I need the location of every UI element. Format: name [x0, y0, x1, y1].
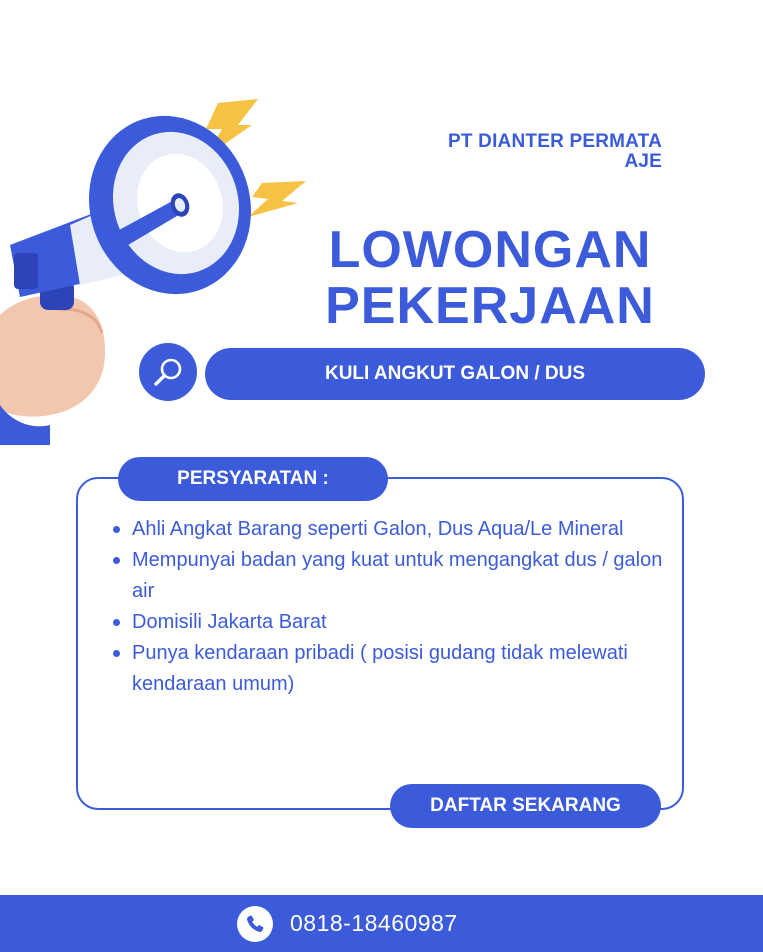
page-title	[300, 222, 680, 334]
page-title-line2: PEKERJAAN	[325, 277, 655, 335]
lightning-icon	[248, 181, 306, 217]
list-item: Ahli Angkat Barang seperti Galon, Dus Aqua/Le Mineral	[110, 514, 670, 545]
list-item: Domisili Jakarta Barat	[110, 607, 670, 638]
phone-number[interactable]: 0818-18460987	[290, 910, 458, 936]
phone-icon	[245, 914, 265, 934]
phone-badge	[237, 906, 273, 942]
requirements-title: PERSYARATAN :	[118, 457, 388, 501]
company-name-line1: PT DIANTER PERMATA	[447, 131, 662, 152]
page-title-line1: LOWONGAN	[328, 221, 652, 279]
requirements-list	[110, 514, 670, 700]
company-name	[380, 132, 662, 172]
company-name-line2: AJE	[624, 151, 662, 172]
magnifier-icon	[152, 356, 184, 388]
list-item: Punya kendaraan pribadi ( posisi gudang tidak melewati kendaraan umum)	[110, 638, 670, 700]
contact-footer	[0, 895, 763, 952]
register-now-button[interactable]: DAFTAR SEKARANG	[390, 784, 661, 828]
list-item: Mempunyai badan yang kuat untuk mengangkat dus / galon air	[110, 545, 670, 607]
search-badge	[139, 343, 197, 401]
position-title: KULI ANGKUT GALON / DUS	[205, 348, 705, 400]
